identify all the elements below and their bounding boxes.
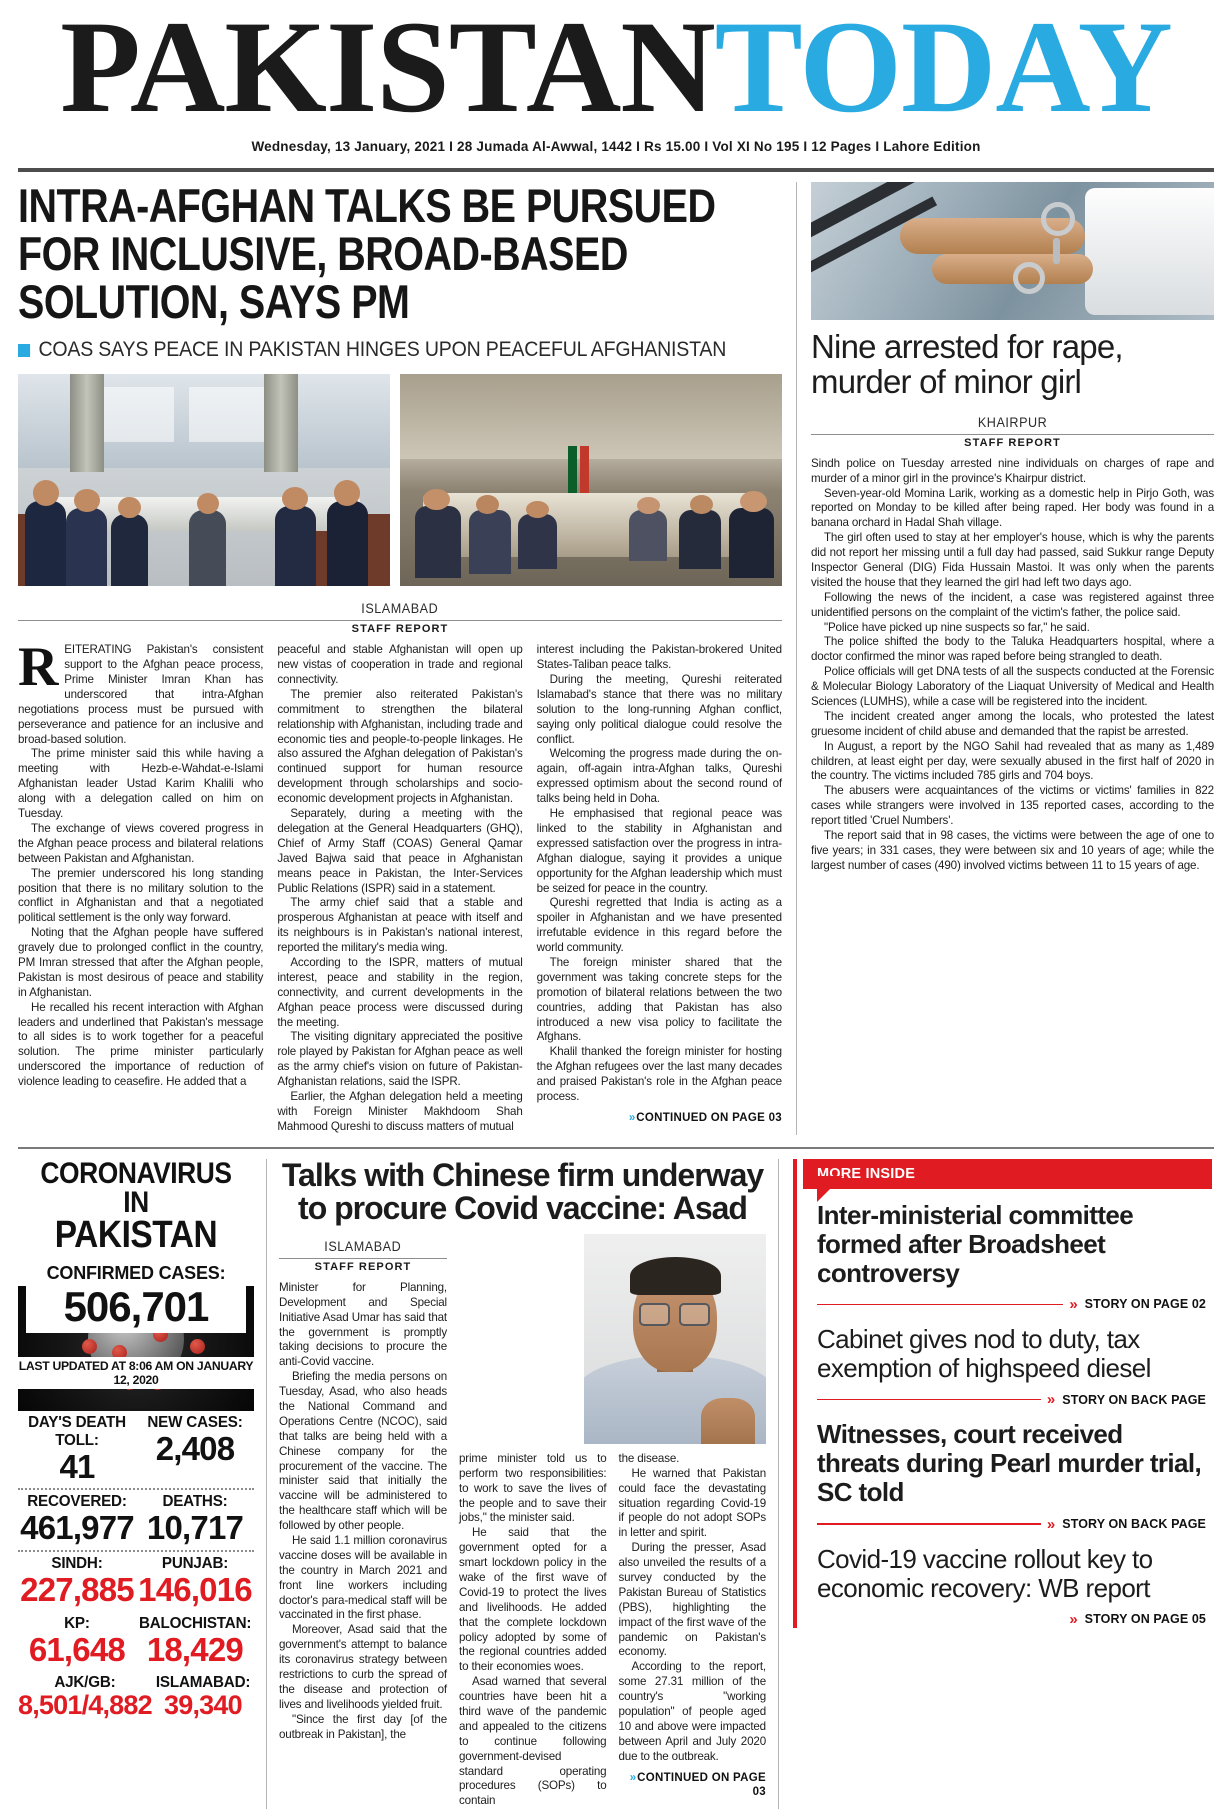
masthead: [18, 0, 1214, 172]
side-photo-handcuffs: [811, 182, 1214, 320]
more-inside-banner-label: MORE INSIDE: [817, 1165, 916, 1182]
link-rule: [817, 1523, 1041, 1525]
more-inside-item-title: Cabinet gives nod to duty, tax exemption of highspeed diesel: [817, 1323, 1151, 1384]
lead-photo-row: [18, 374, 782, 586]
lead-paragraph: Earlier, the Afghan delegation held a meeting with Foreign Minister Makhdoom Shah Mahmood Qureshi to discuss matters of mutual: [277, 1089, 523, 1133]
more-inside-item-title: Inter-ministerial committee formed after Broadsheet controversy: [817, 1199, 1134, 1288]
lead-paragraph: REITERATING Pakistan's consistent support to the Afghan peace process, Prime Minister Imran Khan has underscored that intra-Afghan negotiations process must be pursued with perseverance and patience for an inclusive and broad-based solution.: [18, 636, 264, 746]
lead-column-2: [277, 643, 522, 1134]
lead-paragraph: The exchange of views covered progress in the Afghan peace process and bilateral relations between Pakistan and Afghanistan.: [18, 821, 264, 865]
stat-cell: [18, 1552, 136, 1612]
mid-paragraph: the disease.: [618, 1451, 680, 1465]
more-inside-item-link-label: STORY ON BACK PAGE: [1062, 1392, 1206, 1407]
lead-paragraph: The prime minister said this while having a meeting with Hezb-e-Wahdat-e-Islami Afghanistan leader Ustad Karim Khalili who along with a delegation called on him on Tuesday.: [18, 747, 264, 821]
mid-paragraph: Moreover, Asad said that the government's attempt to balance its coronavirus strategy between restrictions to curb the spread of the disease and protection of lives and livelihoods yielded fruit.: [279, 1623, 447, 1711]
top-section: [18, 179, 1214, 1134]
mid-headline[interactable]: Talks with Chinese firm underway to procure Covid vaccine: Asad: [281, 1156, 764, 1227]
stat-value: 39,340: [164, 1690, 242, 1721]
side-byline-staff: STAFF REPORT: [964, 436, 1061, 449]
double-chevron-right-icon: »: [1046, 1391, 1052, 1409]
coronavirus-panel: [18, 1156, 266, 1810]
stat-label: DEATHS:: [162, 1493, 228, 1511]
mid-paragraph: Minister for Planning, Development and Special Initiative Asad Umar has said that the government is promptly taking decisions to procure the anti-Covid vaccine.: [279, 1280, 447, 1369]
mid-paragraph: Briefing the media persons on Tuesday, Asad, who also heads the National Command and Operations Centre (NCOC), said that talks are being held with a Chinese company for the procurement of the vaccine. The minister said that initially the vaccine will be administered to the healthcare staff which will be followed by other people.: [279, 1370, 447, 1533]
stat-value: 10,717: [146, 1509, 244, 1547]
stat-value: 61,648: [28, 1630, 125, 1668]
masthead-logo: [18, 0, 1214, 140]
side-byline-city: KHAIRPUR: [977, 413, 1048, 430]
stat-label: ISLAMABAD:: [155, 1674, 251, 1692]
more-inside-item-link-label: STORY ON BACK PAGE: [1062, 1517, 1206, 1532]
mid-column-2: [459, 1452, 607, 1809]
lead-story: [18, 179, 796, 1134]
stats-row: [18, 1411, 254, 1489]
lead-subhead: COAS SAYS PEACE IN PAKISTAN HINGES UPON PEACEFUL AFGHANISTAN: [38, 338, 727, 362]
lead-paragraph: The premier underscored his long standing position that there is no military solution to the conflict in Afghanistan and that a negotiated political settlement is the only way forward.: [18, 866, 264, 925]
more-inside-panel: [778, 1159, 1212, 1810]
more-inside-item[interactable]: [803, 1189, 1212, 1313]
stat-cell: [136, 1490, 254, 1550]
mid-top-row: [279, 1234, 766, 1809]
mid-paragraph: "Since the first day [of the outbreak in Pakistan], the: [279, 1712, 447, 1741]
lead-paragraph: Khalil thanked the foreign minister for hosting the Afghan refugees over the last many decades and praised Pakistan's role in the Afghan peace process.: [536, 1045, 782, 1103]
link-rule: [817, 1304, 1063, 1306]
more-inside-wrap: [793, 1159, 1212, 1628]
coronavirus-title-line1: CORONAVIRUS IN: [40, 1156, 232, 1220]
stat-label: NEW CASES:: [147, 1413, 243, 1431]
byline-divider: [811, 434, 1214, 435]
stat-value: 461,977: [20, 1509, 134, 1547]
stats-row: [18, 1612, 254, 1672]
side-paragraph: The incident created anger among the locals, who protested the latest gruesome incident of child abuse and demanded that the rapist be arrested.: [811, 709, 1214, 738]
stat-value: 18,429: [146, 1630, 243, 1668]
more-inside-item[interactable]: [803, 1313, 1212, 1408]
lead-paragraph: peaceful and stable Afghanistan will open up new vistas of cooperation in trade and regional connectivity.: [277, 643, 523, 687]
lead-byline-staff: STAFF REPORT: [351, 623, 449, 636]
side-headline[interactable]: Nine arrested for rape, murder of minor girl: [811, 328, 1123, 401]
lead-paragraph: Noting that the Afghan people have suffered gravely due to prolonged conflict in the country, PM Imran stressed that after the Afghan people, Pakistan is most desirous of peace and stability in Afghanistan.: [18, 926, 264, 999]
side-paragraph: Following the news of the incident, a case was registered against three unidentified persons on the complaint of the victim's father, the police said.: [811, 590, 1214, 619]
lead-paragraph: He emphasised that regional peace was linked to the stability in Afghanistan and expressed satisfaction over the progress in intra-Afghan dialogue, saying it provides a unique opportunity for the Afghan leadership which must be seized for peace in the country.: [536, 807, 782, 895]
double-chevron-right-icon: »: [628, 1111, 633, 1124]
side-body: [811, 457, 1214, 874]
side-paragraph: "Police have picked up nine suspects so far," he said.: [824, 620, 1090, 634]
stat-label: SINDH:: [51, 1554, 103, 1572]
stat-label: AJK/GB:: [54, 1674, 116, 1692]
lead-paragraph: The visiting dignitary appreciated the positive role played by Pakistan for Afghan peace as well as the army chief's vision on future of Pakistan-Afghanistan relations, said the ISPR.: [277, 1030, 523, 1089]
more-inside-item-link[interactable]: [817, 1296, 1206, 1313]
side-paragraph: The police shifted the body to the Taluka Headquarters hospital, where a doctor confirmed the minor was raped before being strangled to death.: [811, 635, 1214, 664]
masthead-strap: Wednesday, 13 January, 2021 I 28 Jumada Al-Awwal, 1442 I Rs 15.00 I Vol XI No 195 I 12 Pages I Lahore Edition: [251, 139, 981, 155]
masthead-logo-dark: PAKISTAN: [60, 0, 715, 140]
more-inside-item[interactable]: [803, 1533, 1212, 1628]
mid-paragraph: During the presser, Asad also unveiled the results of a survey conducted by the Pakistan Bureau of Statistics (PBS), highlighting the impact of the first wave of the pandemic on Pakistan's economy.: [618, 1541, 766, 1659]
mid-paragraph: He said 1.1 million coronavirus vaccine doses will be available in the country in March 2021 and front line workers including doctor's para-medical staff will be vaccinated in the first phase.: [279, 1533, 447, 1622]
masthead-divider: [18, 168, 1214, 172]
stat-label: KP:: [64, 1614, 90, 1632]
lead-byline-city: ISLAMABAD: [361, 600, 439, 617]
byline-divider: [18, 620, 782, 621]
stat-label: DAY'S DEATH TOLL:: [28, 1413, 126, 1449]
stats-row: [18, 1671, 254, 1725]
side-paragraph: In August, a report by the NGO Sahil had revealed that as many as 1,489 children, at least eight per day, were sexually abused in the first half of 2020 in the country. The victims included 785 girls and 704 boys.: [811, 739, 1214, 783]
byline-divider: [279, 1258, 447, 1259]
coronavirus-title: [18, 1156, 254, 1257]
more-inside-item[interactable]: [803, 1408, 1212, 1532]
lead-paragraph: The foreign minister shared that the government was taking concrete steps for the promotion of bilateral relations between the two countries, adding that Pakistan has also introduced a new visa policy to facilitate the Afghans.: [536, 955, 782, 1044]
lead-column-3: [537, 643, 782, 1134]
coronavirus-stats-grid: [18, 1411, 254, 1725]
mid-continued-link[interactable]: » CONTINUED ON PAGE 03: [629, 1771, 766, 1799]
more-inside-item-link-label: STORY ON PAGE 02: [1084, 1297, 1206, 1312]
lead-paragraph: Qureshi regretted that India is acting as a spoiler in Afghanistan and we have presented irrefutable evidence in this regard before the world community.: [536, 896, 782, 955]
lead-photo-meeting-room: [18, 374, 390, 586]
more-inside-item-title: Covid-19 vaccine rollout key to economic recovery: WB report: [817, 1543, 1153, 1603]
mid-column-3: [619, 1452, 767, 1809]
double-chevron-right-icon: »: [1069, 1610, 1074, 1628]
side-paragraph: Police officials will get DNA tests of all the suspects conducted at the Forensic & Molecular Biology Laboratory of the Liaquat University of Medical and Health Sciences (LUMHS), while a case will be registered into the incident.: [811, 665, 1214, 708]
lead-paragraph: The premier also reiterated Pakistan's commitment to strengthen the bilateral relationship with Afghanistan, including trade and economic ties and people-to-people linkages. He also assured the Afghan delegation of Pakistan's continued support for human resource development through scholarships and socio-economic development projects in Afghanistan.: [277, 687, 523, 806]
more-inside-item-title: Witnesses, court received threats during Pearl murder trial, SC told: [817, 1419, 1202, 1508]
side-paragraph: The girl often used to stay at her employer's house, which is why the parents did not report her missing until a full day had passed, said Sukkur range Deputy Inspector General (DIG) Fida Hussain Mastoi. It was only when the parents visited the house that they learned the girl had left two days ago.: [811, 531, 1214, 589]
more-inside-banner: [803, 1159, 1212, 1189]
lead-body-columns: [18, 636, 782, 1134]
side-story: [796, 182, 1214, 1134]
stat-cell: [18, 1411, 136, 1489]
mid-column-1-wrap: [279, 1234, 447, 1809]
section-divider: [18, 1147, 1214, 1149]
mid-paragraph: He warned that Pakistan could face the devastating situation regarding Covid-19 if people do not adopt SOPs in letter and spirit.: [618, 1466, 766, 1540]
link-rule: [817, 1399, 1041, 1401]
side-paragraph: Sindh police on Tuesday arrested nine individuals on charges of rape and murder of a minor girl in the province's Khairpur district.: [811, 456, 1214, 485]
mid-paragraph: prime minister told us to perform two responsibilities: to work to save the lives of the people and to save their jobs," the minister said.: [459, 1451, 607, 1525]
stat-value: 2,408: [155, 1429, 235, 1467]
mid-byline-city: ISLAMABAD: [324, 1237, 402, 1254]
lead-photo-conference-table: [400, 374, 782, 586]
mid-byline-staff: STAFF REPORT: [314, 1260, 412, 1273]
drop-cap: R: [18, 636, 59, 699]
lead-paragraph: According to the ISPR, matters of mutual interest, peace and stability in the region, connectivity, and current developments in the Afghan peace process were discussed during the meeting.: [277, 955, 523, 1029]
stat-value: 227,885: [20, 1570, 134, 1608]
more-inside-item-link-label: STORY ON PAGE 05: [1084, 1612, 1206, 1627]
stat-value: 41: [59, 1447, 95, 1485]
lead-headline[interactable]: INTRA-AFGHAN TALKS BE PURSUED FOR INCLUSIVE, BROAD-BASED SOLUTION, SAYS PM: [18, 179, 716, 329]
mid-right-wrap: [459, 1234, 766, 1809]
lead-byline: [18, 600, 782, 635]
lead-column-1: [18, 636, 264, 1134]
double-chevron-right-icon: »: [1046, 1515, 1052, 1533]
lead-paragraph: During the meeting, Qureshi reiterated Islamabad's stance that there was no military solution to the long-running Afghan conflict, saying only political dialogue could resolve the conflict.: [536, 673, 782, 746]
stats-row: [18, 1490, 254, 1550]
mid-paragraph: According to the report, some 27.31 million of the country's "working population" of people aged 10 and above were impacted between April and July 2020 due to the outbreak.: [618, 1660, 766, 1763]
stat-label: BALOCHISTAN:: [138, 1614, 252, 1632]
last-updated-label: LAST UPDATED AT 8:06 AM ON JANUARY 12, 2020: [18, 1358, 254, 1387]
banner-notch-icon: [817, 1176, 843, 1202]
confirmed-cases-value: 506,701: [26, 1283, 246, 1333]
mid-story: [266, 1156, 778, 1810]
mid-byline: [279, 1238, 447, 1273]
side-paragraph: The report said that in 98 cases, the victims were between the age of one to five years; in 331 cases, they were between six and 10 years of age; while the largest number of cases (490) involved victims between 11 to 15 years of age.: [811, 828, 1214, 872]
stat-label: RECOVERED:: [27, 1493, 127, 1511]
more-inside-left-accent: [793, 1159, 797, 1628]
lead-paragraph: interest including the Pakistan-brokered United States-Taliban peace talks.: [536, 643, 782, 672]
confirmed-cases-label: CONFIRMED CASES:: [18, 1261, 254, 1286]
more-inside-item-link[interactable]: [817, 1391, 1206, 1408]
stat-cell: [136, 1411, 254, 1489]
stat-value: 146,016: [138, 1570, 252, 1608]
side-paragraph: The abusers were acquaintances of the victims or victims' families in 822 cases while strangers were involved in 135 reported cases, according to the report titled 'Cruel Numbers'.: [811, 784, 1214, 828]
lead-paragraph: Separately, during a meeting with the delegation at the General Headquarters (GHQ), Chief of Army Staff (COAS) General Qamar Javed Bajwa said that peace in Afghanistan means peace in Pakistan, the Inter-Services Public Relations (ISPR) said in a statement.: [277, 807, 523, 895]
square-bullet-icon: [18, 344, 30, 357]
coronavirus-title-line2: PAKISTAN: [54, 1214, 218, 1257]
more-inside-item-link[interactable]: [817, 1516, 1206, 1533]
side-paragraph: Seven-year-old Momina Larik, working as a domestic help in Pirjo Goth, was reported on Monday to be killed after being raped. Her body was found in a banana orchard in Hadal Shah village.: [811, 486, 1214, 530]
stat-cell: [152, 1671, 254, 1725]
double-chevron-right-icon: »: [629, 1771, 634, 1784]
lead-paragraph: The army chief said that a stable and prosperous Afghanistan at peace with itself and its neighbours is in Pakistan's national interest, reported the military's media wing.: [277, 896, 523, 955]
lead-paragraph: Welcoming the progress made during the on-again, off-again intra-Afghan talks, Qureshi expressed optimism about the second round of talks being held in Doha.: [536, 747, 782, 806]
bottom-section: [18, 1156, 1214, 1810]
more-inside-item-link[interactable]: [817, 1611, 1206, 1628]
stat-cell: [18, 1671, 152, 1725]
masthead-logo-light: TODAY: [714, 0, 1172, 140]
virus-illustration: [18, 1261, 254, 1411]
stats-row: [18, 1552, 254, 1612]
mid-paragraph: Asad warned that several countries have been hit a third wave of the pandemic and appealed to the citizens to continue following government-devised standard operating procedures (SOPs) to contain: [459, 1675, 607, 1808]
mid-bottom-cols: [459, 1452, 766, 1809]
lead-subhead-row: [18, 338, 785, 362]
stat-cell: [18, 1612, 136, 1672]
stat-cell: [136, 1612, 254, 1672]
side-byline: [811, 414, 1214, 449]
stat-cell: [136, 1552, 254, 1612]
stat-label: PUNJAB:: [161, 1554, 229, 1572]
stat-value: 8,501/4,882: [18, 1690, 152, 1721]
mid-paragraph: He said that the government opted for a smart lockdown policy in the wake of the first wave of Covid-19 to protect the lives and livelihoods. He added that the complete lockdown policy adopted by some of the regional countries added to their economies woes.: [459, 1526, 607, 1674]
mid-photo-asad-umar: [584, 1234, 766, 1444]
mid-column-1: [279, 1281, 447, 1743]
lead-continued-link[interactable]: » CONTINUED ON PAGE 03: [628, 1111, 782, 1124]
double-chevron-right-icon: »: [1069, 1295, 1074, 1313]
stat-cell: [18, 1490, 136, 1550]
lead-paragraph: He recalled his recent interaction with Afghan leaders and underlined that Pakistan's message to all sides is to work together for a peaceful solution. The prime minister particularly underscored the importance of reduction of violence leading to ceasefire. He added that a: [18, 1000, 264, 1089]
